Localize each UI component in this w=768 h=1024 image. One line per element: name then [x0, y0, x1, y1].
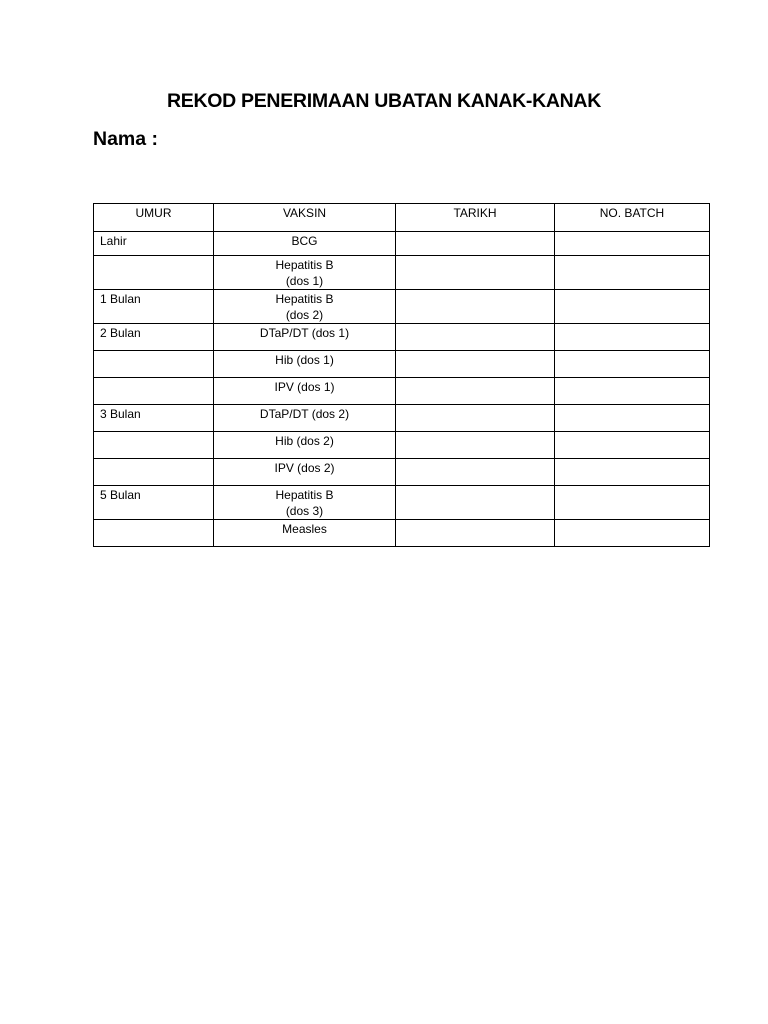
table-row: [94, 324, 710, 351]
vaccine-cell: [214, 405, 396, 432]
date-cell: [396, 256, 555, 290]
batch-cell: [555, 378, 710, 405]
vaccine-dose: (dos 2): [285, 308, 324, 322]
header-date: TARIKH: [396, 204, 555, 232]
table-row: [94, 256, 710, 290]
date-cell: [396, 486, 555, 520]
age-cell: 2 Bulan: [94, 324, 214, 351]
table-row: [94, 486, 710, 520]
table-row: [94, 351, 710, 378]
batch-cell: [555, 351, 710, 378]
age-cell: Lahir: [94, 232, 214, 256]
page-title: REKOD PENERIMAAN UBATAN KANAK-KANAK: [166, 90, 601, 112]
table-header-row: [94, 204, 710, 232]
table-row: [94, 290, 710, 324]
table-row: [94, 232, 710, 256]
age-cell: 3 Bulan: [94, 405, 214, 432]
vaccine-name: DTaP/DT (dos 2): [259, 407, 350, 421]
batch-cell: [555, 520, 710, 547]
batch-cell: [555, 290, 710, 324]
table-row: [94, 405, 710, 432]
age-cell: [94, 256, 214, 290]
date-cell: [396, 405, 555, 432]
date-cell: [396, 324, 555, 351]
name-line: [93, 127, 369, 151]
date-cell: [396, 378, 555, 405]
age-cell: [94, 432, 214, 459]
vaccine-cell: [214, 324, 396, 351]
age-cell: [94, 520, 214, 547]
batch-cell: [555, 432, 710, 459]
age-cell: [94, 378, 214, 405]
header-batch: NO. BATCH: [555, 204, 710, 232]
vaccine-table: [93, 203, 710, 547]
date-cell: [396, 432, 555, 459]
table-row: [94, 459, 710, 486]
age-cell: 1 Bulan: [94, 290, 214, 324]
age-cell: [94, 459, 214, 486]
date-cell: [396, 351, 555, 378]
vaccine-name: Hib (dos 1): [275, 353, 334, 367]
date-cell: [396, 520, 555, 547]
vaccine-cell: [214, 432, 396, 459]
batch-cell: [555, 256, 710, 290]
date-cell: [396, 290, 555, 324]
vaccine-name: BCG: [291, 234, 318, 248]
vaccine-cell: [214, 232, 396, 256]
vaccine-dose: (dos 3): [285, 504, 324, 518]
batch-cell: [555, 324, 710, 351]
age-cell: 5 Bulan: [94, 486, 214, 520]
vaccine-name: IPV (dos 2): [274, 461, 335, 475]
vaccine-cell: [214, 351, 396, 378]
vaccine-name: DTaP/DT (dos 1): [259, 326, 350, 340]
vaccine-cell: [214, 290, 396, 324]
date-cell: [396, 232, 555, 256]
vaccine-cell: [214, 378, 396, 405]
table-row: [94, 432, 710, 459]
batch-cell: [555, 405, 710, 432]
vaccine-name: IPV (dos 1): [274, 380, 335, 394]
table-row: [94, 520, 710, 547]
batch-cell: [555, 232, 710, 256]
vaccine-cell: [214, 486, 396, 520]
vaccine-cell: [214, 459, 396, 486]
batch-cell: [555, 459, 710, 486]
batch-cell: [555, 486, 710, 520]
vaccine-cell: [214, 256, 396, 290]
vaccine-name: Hepatitis B: [275, 292, 334, 306]
vaccine-name: Measles: [282, 522, 327, 536]
header-vaccine: VAKSIN: [214, 204, 396, 232]
name-label: Nama :: [93, 128, 159, 150]
vaccine-dose: (dos 1): [285, 274, 324, 288]
header-age: UMUR: [94, 204, 214, 232]
vaccine-name: Hepatitis B: [275, 258, 334, 272]
age-cell: [94, 351, 214, 378]
date-cell: [396, 459, 555, 486]
vaccine-name: Hepatitis B: [275, 488, 334, 502]
vaccine-cell: [214, 520, 396, 547]
vaccine-name: Hib (dos 2): [275, 434, 334, 448]
table-row: [94, 378, 710, 405]
